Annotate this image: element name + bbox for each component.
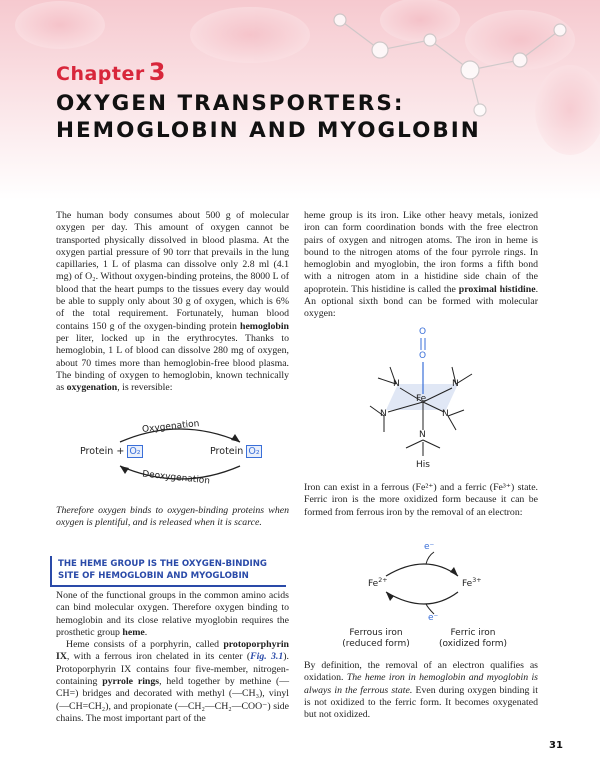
- fe2-symbol: Fe: [368, 579, 379, 589]
- chapter-word: Chapter: [56, 63, 145, 85]
- iron-text-end: . An optional sixth bond can be formed with molecular oxygen:: [304, 283, 539, 320]
- fe3-symbol: Fe: [462, 579, 473, 589]
- protein-plus: Protein +: [80, 446, 125, 457]
- o2-right: O₂: [248, 446, 260, 457]
- ferrous-title: Ferrous iron: [349, 628, 403, 638]
- nitrogen-atom: N: [380, 409, 387, 419]
- caption-text: Therefore oxygen binds to oxygen-binding proteins when oxygen is plentiful, and is released when it is scarce.: [56, 505, 289, 529]
- page-number: 31: [549, 740, 563, 751]
- right-column-iron: [304, 210, 538, 321]
- ferrous-state-statement: The heme iron in hemoglobin and myoglobin is always in the ferrous state.: [304, 672, 538, 696]
- heme-text-c: ). Protoporphyrin IX contains four five-member, nitrogen-containing: [56, 651, 289, 688]
- term-heme: heme: [122, 626, 145, 638]
- page-title: [56, 90, 576, 144]
- term-hemoglobin: hemoglobin: [240, 320, 289, 332]
- oxygenation-label: Oxygenation: [141, 419, 200, 435]
- ferrous-caption: [336, 628, 416, 650]
- oxygenation-caption: [56, 505, 289, 530]
- nitrogen-atom: N: [419, 430, 426, 440]
- title-line-1: OXYGEN TRANSPORTERS:: [56, 91, 405, 116]
- heme-text-a: Heme consists of a porphyrin, called: [66, 639, 219, 651]
- nitrogen-atom: N: [452, 379, 459, 389]
- redox-text: Iron can exist in a ferrous (Fe²⁺) and a ferric (Fe³⁺) state. Ferric iron is the more oxidized form because it can be formed from ferrous iron by the removal of an electron:: [304, 482, 538, 518]
- o2-left: O₂: [129, 446, 141, 457]
- heme-text-d: , held together by methine (—CH=) bridges and decorated with methyl (—CH₃), vinyl (—CH=CH₂), and propionate (—CH₂—CH₂—COO⁻) side chains. The most important part of the: [56, 676, 290, 724]
- reactant-label: [80, 446, 143, 457]
- section-heading-line-2: SITE OF HEMOGLOBIN AND MYOGLOBIN: [58, 571, 249, 581]
- ferric-caption: [430, 628, 516, 650]
- fe3-charge: 3+: [472, 577, 482, 584]
- right-column-redox: [304, 482, 538, 519]
- electron-added: e⁻: [428, 613, 439, 623]
- iron-atom: Fe: [416, 394, 427, 404]
- title-line-2: HEMOGLOBIN AND MYOGLOBIN: [56, 118, 481, 143]
- histidine-label: His: [416, 460, 430, 470]
- oxygen-atom-top: O: [419, 327, 427, 337]
- heme-coordination-diagram: [360, 322, 490, 472]
- ferrous-ion: [368, 579, 388, 589]
- nitrogen-atom: N: [393, 379, 400, 389]
- term-protoporphyrin: protoporphyrin IX: [56, 639, 290, 663]
- chapter-label: [56, 58, 166, 86]
- term-oxygenation: oxygenation: [66, 382, 118, 394]
- redox-arrows: [336, 542, 516, 622]
- intro-text-cont: per liter, locked up in the erythrocytes. Thanks to hemoglobin, 1 L of blood can dissolve 280 mg of oxygen, about 70 times more than hemoglobin-free blood plasma. The binding of oxygen to hemoglobin, known technically as: [56, 332, 289, 394]
- section-heading: [50, 556, 286, 587]
- left-column-heme: None of the functional groups in the common amino acids can bind molecular oxygen. Therefore oxygen binding to hemoglobin and its close relative myoglobin requires the prosthetic group heme. Heme consists of a porphyrin, called protoporphyrin IX, with a ferrous iron chelated in its center (Fig. 3.1). Protoporphyrin IX contains four five-member, nitrogen-containing pyrrole rings, held together by methine (—CH=) bridges and decorated with methyl (—CH₃), vinyl (—CH=CH₂), and propionate (—CH₂—CH₂—COO⁻) side chains. The most important part of the: [56, 590, 290, 724]
- chapter-number: 3: [148, 58, 166, 86]
- ferrous-subtitle: (reduced form): [342, 639, 410, 649]
- fe2-charge: 2+: [378, 577, 388, 584]
- right-column-oxidation: [304, 660, 538, 721]
- intro-text-end: , is reversible:: [117, 382, 173, 394]
- heme-intro-text: None of the functional groups in the common amino acids can bind molecular oxygen. Therefore oxygen binding to hemoglobin and its close relative myoglobin requires the prosthetic group: [56, 590, 289, 638]
- ferric-title: Ferric iron: [450, 628, 496, 638]
- electron-released: e⁻: [424, 542, 435, 552]
- oxygen-atom-bottom: O: [419, 351, 427, 361]
- left-column-intro: [56, 210, 289, 394]
- oxygenation-diagram: [80, 418, 280, 490]
- nitrogen-atom: N: [442, 409, 449, 419]
- intro-text: The human body consumes about 500 g of molecular oxygen per day. This amount of oxygen cannot be transported physically dissolved in blood plasma. At the oxygen partial pressure of 90 torr that prevails in the lung capillaries, 1 L of plasma can dissolve only 2.8 ml (4.1 mg) of O₂. Without oxygen-binding proteins, the 8000 L of blood that the heart pumps to the tissues every day would be able to supply only about 30 g of oxygen, which is 6% of the total requirement. Fortunately, human blood contains 150 g of the oxygen-binding protein: [56, 210, 289, 332]
- figure-reference[interactable]: Fig. 3.1: [250, 651, 284, 663]
- ferric-ion: [462, 579, 482, 589]
- heme-text-b: , with a ferrous iron chelated in its center (: [66, 651, 251, 663]
- oxidation-text-a: By definition, the removal of an electron qualifies as oxidation.: [304, 660, 538, 684]
- section-heading-line-1: THE HEME GROUP IS THE OXYGEN-BINDING: [58, 559, 267, 569]
- term-proximal-histidine: proximal histidine: [458, 283, 536, 295]
- deoxygenation-label: Deoxygenation: [141, 469, 211, 487]
- redox-diagram: [336, 542, 516, 654]
- product-label: [210, 446, 262, 457]
- iron-text: heme group is its iron. Like other heavy metals, ionized iron can form coordination bonds with the free electron pairs of oxygen and nitrogen atoms. The iron in heme is bound to the nitrogen atoms of the four pyrrole rings. In hemoglobin and myoglobin, the iron forms a fifth bond with a nitrogen atom in a histidine side chain of the apoprotein. This histidine is called the: [304, 210, 538, 295]
- protein-product: Protein: [210, 446, 244, 457]
- term-pyrrole-rings: pyrrole rings: [102, 676, 160, 688]
- oxidation-text-b: Even during oxygen binding it is not oxidized to the ferric form. It becomes oxygenated but not oxidized.: [304, 684, 538, 721]
- ferric-subtitle: (oxidized form): [438, 639, 508, 649]
